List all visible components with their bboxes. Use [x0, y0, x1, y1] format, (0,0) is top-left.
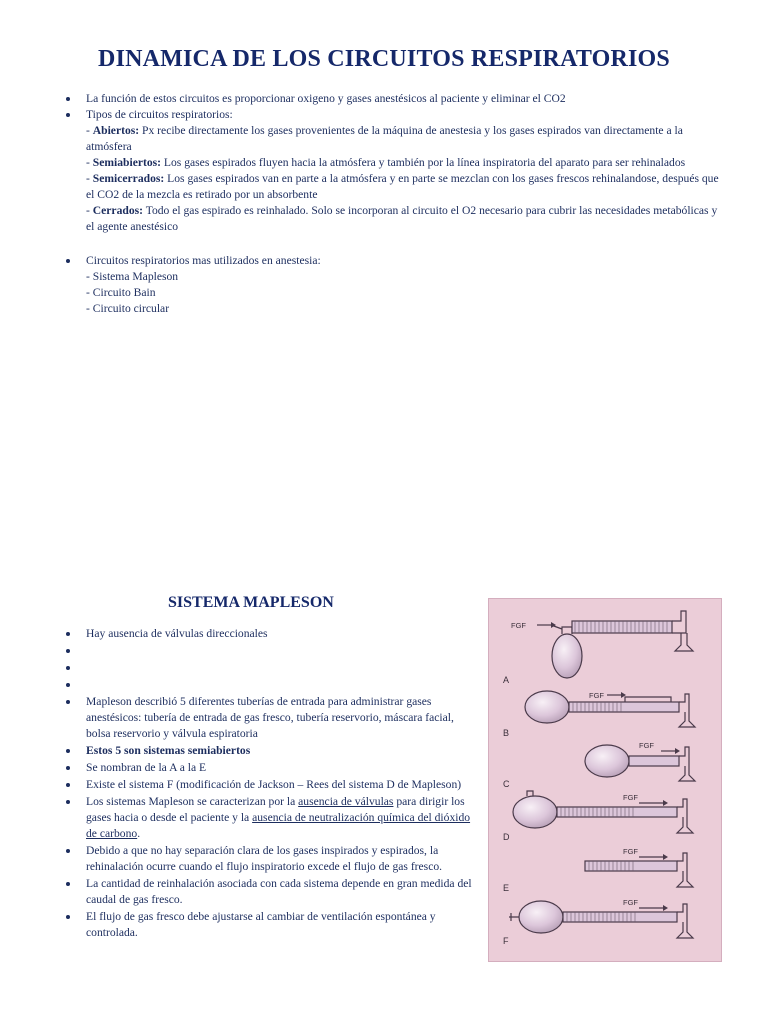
bullet-icon [66, 783, 70, 787]
bullet-text: La cantidad de reinhalación asociada con cada sistema depende en gran medida del caudal de gas fresco. [86, 877, 472, 906]
section-title: SISTEMA MAPLESON [168, 594, 334, 611]
underlined-text: ausencia de neutralización química del dióxido de carbono [86, 811, 471, 840]
bullet-icon [66, 683, 70, 687]
letter-e: E [503, 883, 510, 893]
spacer [56, 235, 726, 253]
list-item [56, 843, 476, 875]
type-name: Abiertos: [92, 124, 140, 137]
page-title: DINAMICA DE LOS CIRCUITOS RESPIRATORIOS [98, 46, 670, 72]
type-name: Semiabiertos: [92, 156, 162, 169]
intro-list [56, 91, 726, 317]
bullet-text: Se nombran de la A a la E [86, 761, 207, 774]
list-item [56, 677, 476, 693]
intro-text: La función de estos circuitos es proporcionar oxigeno y gases anestésicos al paciente y eliminar el CO2 [86, 92, 566, 105]
bullet-icon [66, 632, 70, 636]
bullet-icon [66, 849, 70, 853]
type-name: Cerrados: [92, 204, 143, 217]
bullet-text: . [137, 827, 141, 840]
dash: - [86, 172, 93, 185]
circuits-heading: Circuitos respiratorios mas utilizados en anestesia: [86, 254, 321, 267]
fgf-label-a: FGF [511, 621, 526, 630]
bullet-text: para dirigir los gases hacia o desde el paciente y la [86, 795, 465, 824]
list-item [56, 760, 476, 776]
list-item [56, 253, 726, 317]
type-semiabiertos [86, 155, 726, 171]
bullet-icon [66, 749, 70, 753]
bullet-text: Existe el sistema F (modificación de Jackson – Rees del sistema D de Mapleson) [86, 778, 462, 791]
letter-b: B [503, 728, 510, 738]
mapleson-list [56, 626, 476, 942]
list-item [56, 107, 726, 235]
bullet-icon [66, 113, 70, 117]
fgf-label-b: FGF [589, 691, 604, 700]
circuit-item: - Sistema Mapleson [86, 270, 179, 283]
bullet-icon [66, 700, 70, 704]
list-item [56, 643, 476, 659]
bullet-icon [66, 800, 70, 804]
type-semicerrados [86, 171, 726, 203]
type-desc: Los gases espirados fluyen hacia la atmósfera y también por la línea inspiratoria del aparato para ser rehinalados [161, 156, 686, 169]
letter-d: D [503, 832, 510, 842]
letter-f: F [503, 936, 509, 946]
list-item [56, 777, 476, 793]
bullet-icon [66, 915, 70, 919]
fgf-label-d: FGF [623, 793, 638, 802]
underlined-text: ausencia de válvulas [298, 795, 394, 808]
bullet-icon [66, 666, 70, 670]
types-heading: Tipos de circuitos respiratorios: [86, 108, 233, 121]
letter-a: A [503, 675, 510, 685]
dash: - [86, 204, 93, 217]
fgf-label-f: FGF [623, 898, 638, 907]
bullet-text: Los sistemas Mapleson se caracterizan por la [86, 795, 299, 808]
mapleson-diagram-svg [489, 599, 721, 961]
circuit-d-drawing [513, 791, 693, 833]
letter-c: C [503, 779, 510, 789]
type-desc: Px recibe directamente los gases provenientes de la máquina de anestesia y los gases espirados van directamente a la atmósfera [86, 124, 683, 153]
list-item [56, 909, 476, 941]
bullet-icon [66, 882, 70, 886]
type-abiertos [86, 123, 726, 155]
list-item [56, 626, 476, 642]
list-item [56, 876, 476, 908]
bullet-text: El flujo de gas fresco debe ajustarse al cambiar de ventilación espontánea y controlada. [86, 910, 436, 939]
bullet-icon [66, 259, 70, 263]
fgf-label-e: FGF [623, 847, 638, 856]
bullet-icon [66, 766, 70, 770]
list-item [56, 694, 476, 742]
bullet-text: Estos 5 son sistemas semiabiertos [86, 744, 251, 757]
list-item [56, 743, 476, 759]
bullet-icon [66, 97, 70, 101]
list-item [56, 660, 476, 676]
type-desc: Todo el gas espirado es reinhalado. Solo se incorporan al circuito el O2 necesario para cubrir las necesidades metabólicas y el agente anestésico [86, 204, 718, 233]
bullet-icon [66, 649, 70, 653]
list-item [56, 794, 476, 842]
bullet-text: Hay ausencia de válvulas direccionales [86, 627, 268, 640]
circuit-item: - Circuito Bain [86, 286, 156, 299]
list-item [56, 91, 726, 107]
circuit-b-drawing [525, 691, 695, 727]
circuit-item: - Circuito circular [86, 302, 170, 315]
dash: - [86, 124, 93, 137]
dash: - [86, 156, 93, 169]
type-name: Semicerrados: [92, 172, 165, 185]
mapleson-diagram [488, 598, 722, 962]
type-cerrados [86, 203, 726, 235]
type-desc: Los gases espirados van en parte a la atmósfera y en parte se mezclan con los gases frescos rehinalandose, después que el CO2 de la mezcla es retirado por un absorbente [86, 172, 719, 201]
bullet-text: Debido a que no hay separación clara de los gases inspirados y espirados, la rehinalación ocurre cuando el flujo inspiratorio excede el flujo de gas fresco. [86, 844, 443, 873]
fgf-label-c: FGF [639, 741, 654, 750]
bullet-text: Mapleson describió 5 diferentes tuberías de entrada para administrar gases anestésicos: tubería de entrada de gas fresco, tubería reservorio, máscara facial, bolsa reservorio y válvula espiratoria [86, 695, 454, 740]
